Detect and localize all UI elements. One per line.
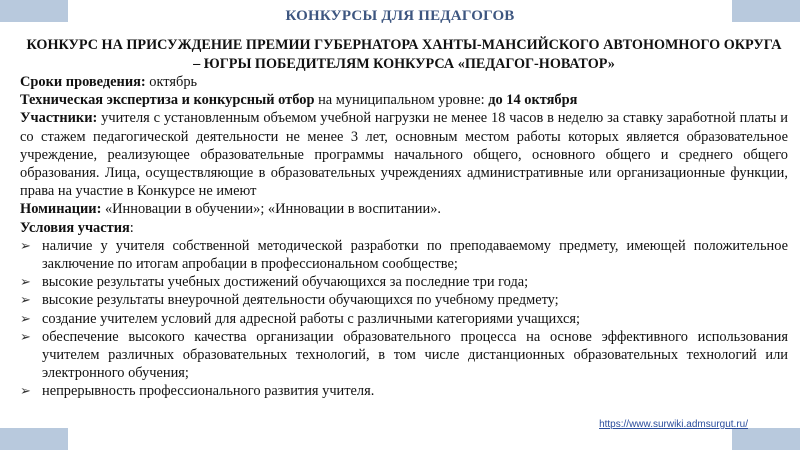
list-item	[20, 310, 788, 328]
participants-paragraph	[20, 109, 788, 200]
expertise-label: Техническая экспертиза и конкурсный отбор	[20, 92, 315, 109]
participants-text: учителя с установленным объемом учебной нагрузки не менее 18 часов в неделю за ставку заработной платы и со стажем педагогической деятельности не менее 3 лет, основным местом работы которых является образовательное учреждение, реализующее образовательные программы начального общего, основного общего и среднего общего образования. Лица, осуществляющие в образовательных учреждениях административные или организационные функции, права на участие в Конкурсе не имеют	[20, 110, 788, 200]
expertise-line	[20, 91, 788, 109]
list-item	[20, 382, 788, 400]
dates-value: октябрь	[145, 74, 198, 90]
slide-title: КОНКУРСЫ ДЛЯ ПЕДАГОГОВ	[285, 8, 515, 24]
nominations-text: «Инновации в обучении»; «Инновации в воспитании».	[101, 201, 441, 218]
list-item	[20, 328, 788, 383]
source-link[interactable]: https://www.surwiki.admsurgut.ru/	[599, 419, 748, 430]
expertise-middle: на муниципальном уровне:	[314, 92, 489, 109]
condition-text: непрерывность профессионального развития учителя.	[42, 383, 375, 400]
condition-text: обеспечение высокого качества организации образовательного процесса на основе эффективного использования учителем различных образовательных технологий, в том числе дистанционных образовательных технологий или электронного обучения;	[42, 328, 788, 382]
conditions-label: Условия участия	[20, 219, 130, 236]
arrow-check-bullet-icon: ➢	[20, 328, 31, 344]
list-item	[20, 273, 788, 291]
arrow-check-bullet-icon: ➢	[20, 292, 31, 308]
arrow-check-bullet-icon: ➢	[20, 310, 31, 326]
dates-label: Сроки проведения:	[20, 74, 146, 90]
slide-header	[0, 0, 800, 36]
slide-content	[20, 36, 788, 401]
nominations-label: Номинации:	[20, 201, 102, 218]
condition-text: наличие у учителя собственной методической разработки по преподаваемому предмету, имеющей положительное заключение по итогам апробации в профессиональном сообществе;	[42, 237, 788, 273]
condition-text: высокие результаты внеурочной деятельности обучающихся по учебному предмету;	[42, 292, 559, 309]
dates-line	[20, 73, 788, 91]
contest-heading: КОНКУРС НА ПРИСУЖДЕНИЕ ПРЕМИИ ГУБЕРНАТОРА ХАНТЫ-МАНСИЙСКОГО АВТОНОМНОГО ОКРУГА – ЮГРЫ ПОБЕДИТЕЛЯМ КОНКУРСА «ПЕДАГОГ-НОВАТОР»	[26, 37, 782, 72]
arrow-check-bullet-icon: ➢	[20, 274, 31, 290]
expertise-deadline: до 14 октября	[488, 92, 578, 109]
nominations-line	[20, 200, 788, 218]
condition-text: высокие результаты учебных достижений обучающихся за последние три года;	[42, 274, 529, 291]
participants-label: Участники:	[20, 110, 98, 127]
list-item	[20, 291, 788, 309]
list-item	[20, 237, 788, 273]
corner-decoration-bottom-left	[0, 428, 68, 450]
conditions-list	[20, 237, 788, 401]
conditions-heading	[20, 219, 788, 237]
arrow-check-bullet-icon: ➢	[20, 237, 31, 253]
arrow-check-bullet-icon: ➢	[20, 383, 31, 399]
condition-text: создание учителем условий для адресной работы с различными категориями учащихся;	[42, 310, 581, 327]
conditions-colon: :	[129, 219, 134, 236]
corner-decoration-bottom-right	[732, 428, 800, 450]
